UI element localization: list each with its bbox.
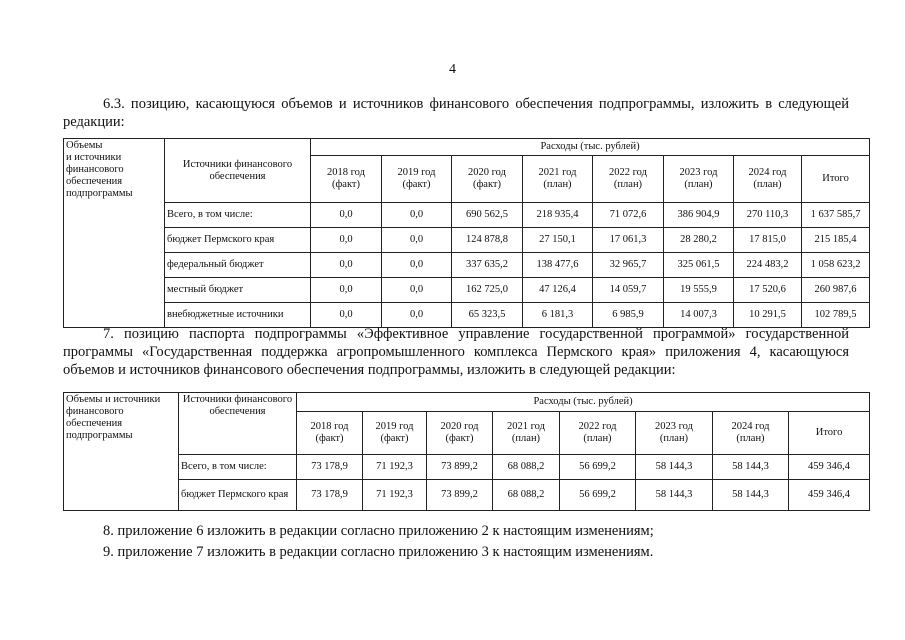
value-cell: 27 150,1: [523, 228, 593, 253]
table-row: [64, 455, 870, 480]
year-header-cell: 2020 год (факт): [427, 412, 493, 455]
value-cell: 0,0: [311, 253, 382, 278]
value-cell: 325 061,5: [664, 253, 734, 278]
value-cell: 0,0: [382, 203, 452, 228]
value-cell: 138 477,6: [523, 253, 593, 278]
value-cell: 32 965,7: [593, 253, 664, 278]
expenses-header-cell: Расходы (тыс. рублей): [297, 393, 870, 412]
row-label-cell: Всего, в том числе:: [179, 455, 297, 480]
row-label-cell: местный бюджет: [165, 278, 311, 303]
value-cell: 28 280,2: [664, 228, 734, 253]
value-cell: 6 985,9: [593, 303, 664, 328]
value-cell: 14 007,3: [664, 303, 734, 328]
value-cell: 224 483,2: [734, 253, 802, 278]
expenses-header-cell: Расходы (тыс. рублей): [311, 139, 870, 156]
value-cell: 459 346,4: [789, 480, 870, 511]
source-header-cell: Источники финансового обеспечения: [179, 393, 297, 455]
paragraph-8: 8. приложение 6 изложить в редакции согласно приложению 2 к настоящим изменениям;: [103, 523, 654, 539]
value-cell: 386 904,9: [664, 203, 734, 228]
paragraph-9: 9. приложение 7 изложить в редакции согласно приложению 3 к настоящим изменениям.: [103, 544, 654, 560]
value-cell: 56 699,2: [560, 480, 636, 511]
header-row: [64, 393, 870, 412]
value-cell: 73 899,2: [427, 455, 493, 480]
row-label-cell: внебюджетные источники: [165, 303, 311, 328]
value-cell: 6 181,3: [523, 303, 593, 328]
year-header-cell: 2021 год (план): [523, 156, 593, 203]
value-cell: 58 144,3: [636, 480, 713, 511]
year-header-cell: 2024 год (план): [713, 412, 789, 455]
year-header-cell: Итого: [789, 412, 870, 455]
page-number: 4: [449, 62, 456, 77]
value-cell: 215 185,4: [802, 228, 870, 253]
year-header-cell: 2018 год (факт): [297, 412, 363, 455]
year-header-cell: 2021 год (план): [493, 412, 560, 455]
header-row: [64, 139, 870, 156]
value-cell: 58 144,3: [713, 455, 789, 480]
table-row: [64, 203, 870, 228]
paragraph-7: 7. позицию паспорта подпрограммы «Эффективное управление государственной программой» государственной программы «Государственная поддержка агропромышленного комплекса Пермского края» приложения 4, касающуюся объемов и источников финансового обеспечения подпрограммы, изложить в следующей редакции:: [63, 326, 849, 378]
value-cell: 102 789,5: [802, 303, 870, 328]
year-header-cell: 2020 год (факт): [452, 156, 523, 203]
year-header-cell: 2024 год (план): [734, 156, 802, 203]
value-cell: 0,0: [382, 278, 452, 303]
source-header-cell: Источники финансового обеспечения: [165, 139, 311, 203]
year-header-cell: 2022 год (план): [560, 412, 636, 455]
financing-table-2: [63, 392, 870, 511]
value-cell: 0,0: [382, 228, 452, 253]
value-cell: 0,0: [382, 253, 452, 278]
row-label-cell: бюджет Пермского края: [179, 480, 297, 511]
value-cell: 68 088,2: [493, 480, 560, 511]
value-cell: 71 072,6: [593, 203, 664, 228]
table-row: [64, 303, 870, 328]
value-cell: 58 144,3: [713, 480, 789, 511]
value-cell: 65 323,5: [452, 303, 523, 328]
row-label-cell: федеральный бюджет: [165, 253, 311, 278]
value-cell: 0,0: [382, 303, 452, 328]
value-cell: 162 725,0: [452, 278, 523, 303]
row-label-cell: Всего, в том числе:: [165, 203, 311, 228]
paragraph-6-3: 6.3. позицию, касающуюся объемов и источников финансового обеспечения подпрограммы, изложить в следующей редакции:: [63, 96, 849, 130]
value-cell: 17 520,6: [734, 278, 802, 303]
row-header-cell: Объемы и источники финансового обеспечения подпрограммы: [64, 139, 165, 328]
value-cell: 71 192,3: [363, 480, 427, 511]
table-row: [64, 278, 870, 303]
financing-table-1: [63, 138, 870, 328]
table-row: [64, 253, 870, 278]
value-cell: 337 635,2: [452, 253, 523, 278]
row-label-cell: бюджет Пермского края: [165, 228, 311, 253]
value-cell: 68 088,2: [493, 455, 560, 480]
year-header-cell: 2023 год (план): [636, 412, 713, 455]
value-cell: 1 058 623,2: [802, 253, 870, 278]
year-header-cell: 2023 год (план): [664, 156, 734, 203]
value-cell: 459 346,4: [789, 455, 870, 480]
year-header-cell: 2022 год (план): [593, 156, 664, 203]
value-cell: 690 562,5: [452, 203, 523, 228]
year-header-cell: Итого: [802, 156, 870, 203]
value-cell: 17 815,0: [734, 228, 802, 253]
value-cell: 1 637 585,7: [802, 203, 870, 228]
value-cell: 56 699,2: [560, 455, 636, 480]
value-cell: 0,0: [311, 228, 382, 253]
year-header-cell: 2018 год (факт): [311, 156, 382, 203]
year-header-cell: 2019 год (факт): [382, 156, 452, 203]
value-cell: 47 126,4: [523, 278, 593, 303]
value-cell: 73 899,2: [427, 480, 493, 511]
value-cell: 124 878,8: [452, 228, 523, 253]
year-header-cell: 2019 год (факт): [363, 412, 427, 455]
value-cell: 19 555,9: [664, 278, 734, 303]
value-cell: 73 178,9: [297, 455, 363, 480]
row-header-cell: Объемы и источники финансового обеспечения подпрограммы: [64, 393, 179, 511]
value-cell: 218 935,4: [523, 203, 593, 228]
value-cell: 17 061,3: [593, 228, 664, 253]
value-cell: 270 110,3: [734, 203, 802, 228]
value-cell: 73 178,9: [297, 480, 363, 511]
value-cell: 0,0: [311, 203, 382, 228]
value-cell: 10 291,5: [734, 303, 802, 328]
value-cell: 58 144,3: [636, 455, 713, 480]
value-cell: 0,0: [311, 278, 382, 303]
value-cell: 71 192,3: [363, 455, 427, 480]
value-cell: 260 987,6: [802, 278, 870, 303]
value-cell: 14 059,7: [593, 278, 664, 303]
table-row: [64, 228, 870, 253]
value-cell: 0,0: [311, 303, 382, 328]
table-row: [64, 480, 870, 511]
